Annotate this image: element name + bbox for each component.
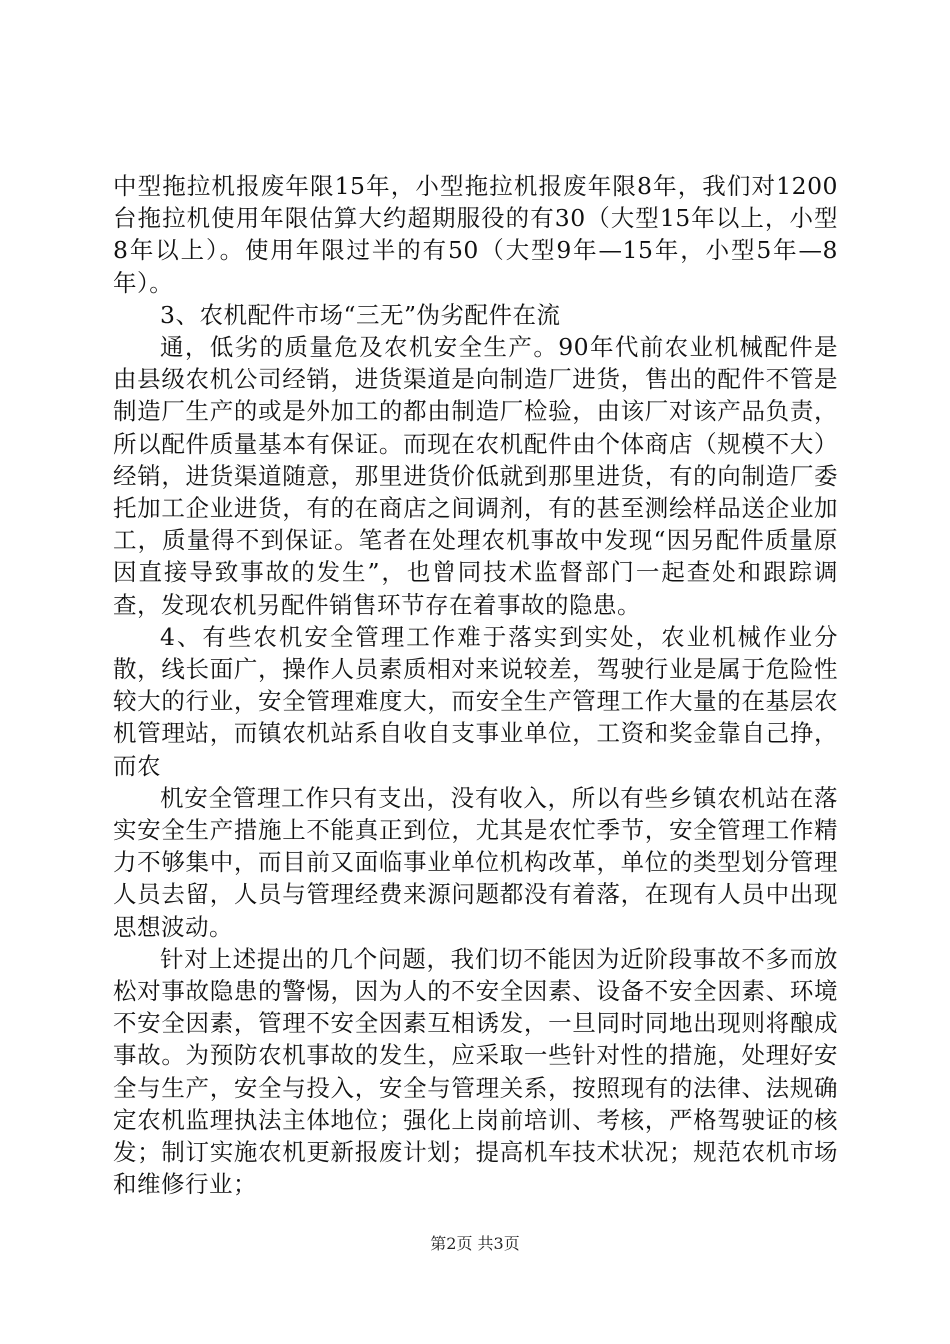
document-body (113, 170, 838, 1201)
paragraph-management-continued: 机安全管理工作只有支出，没有收入，所以有些乡镇农机站在落实安全生产措施上不能真正到位，尤其是农忙季节，安全管理工作精力不够集中，而目前又面临事业单位机构改革，单位的类型划分管理人员去留，人员与管理经费来源问题都没有着落，在现有人员中出现思想波动。 (113, 783, 838, 941)
paragraph-parts-market: 通，低劣的质量危及农机安全生产。90年代前农业机械配件是由县级农机公司经销，进货渠道是向制造厂进货，售出的配件不管是制造厂生产的或是外加工的都由制造厂检验，由该厂对该产品负责，所以配件质量基本有保证。而现在农机配件由个体商店（规模不大）经销，进货渠道随意，那里进货价低就到那里进货，有的向制造厂委托加工企业进货，有的在商店之间调剂，有的甚至测绘样品送企业加工，质量得不到保证。笔者在处理农机事故中发现“因另配件质量原因直接导致事故的发生”，也曾同技术监督部门一起查处和跟踪调查，发现农机另配件销售环节存在着事故的隐患。 (113, 333, 838, 619)
page-footer: 第2页 共3页 (430, 1234, 520, 1253)
paragraph-tractor-lifespan: 中型拖拉机报废年限15年，小型拖拉机报废年限8年，我们对1200台拖拉机使用年限估算大约超期服役的有30（大型15年以上，小型8年以上）。使用年限过半的有50（大型9年—15年，小型5年—8年）。 (113, 172, 838, 297)
paragraph-item-3-heading: 3、农机配件市场“三无”伪劣配件在流 (160, 300, 561, 329)
paragraph-item-4-management: 4、有些农机安全管理工作难于落实到实处，农业机械作业分散，线长面广，操作人员素质相对来说较差，驾驶行业是属于危险性较大的行业，安全管理难度大，而安全生产管理工作大量的在基层农机管理站，而镇农机站系自收自支事业单位，工资和奖金靠自己挣，而农 (113, 622, 838, 780)
paragraph-countermeasures: 针对上述提出的几个问题，我们切不能因为近阶段事故不多而放松对事故隐患的警惕，因为人的不安全因素、设备不安全因素、环境不安全因素，管理不安全因素互相诱发，一旦同时同地出现则将酿成事故。为预防农机事故的发生，应采取一些针对性的措施，处理好安全与生产，安全与投入，安全与管理关系，按照现有的法律、法规确定农机监理执法主体地位；强化上岗前培训、考核，严格驾驶证的核发；制订实施农机更新报废计划；提高机车技术状况；规范农机市场和维修行业； (113, 944, 838, 1199)
